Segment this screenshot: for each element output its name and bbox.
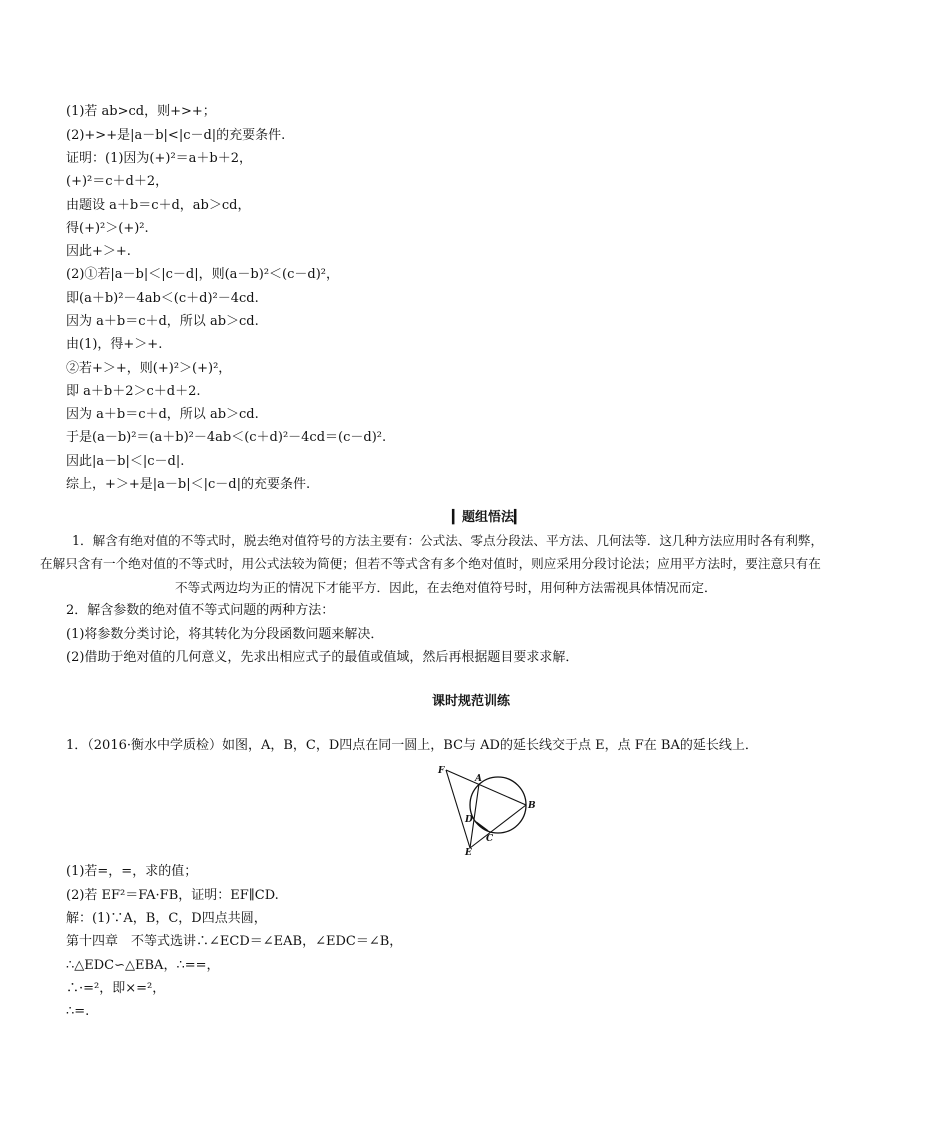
solution-line: ∴·=²，即×=²， (66, 981, 166, 996)
proof-line: 因为 a＋b＝c＋d，所以 ab＞cd. (66, 407, 259, 422)
proof-line: 由(1)，得+＞+. (66, 337, 163, 352)
circle-diagram (432, 762, 542, 858)
solution-line: 第十四章 不等式选讲∴∠ECD＝∠EAB，∠EDC＝∠B， (66, 934, 403, 949)
proof-line: 于是(a－b)²＝(a＋b)²－4ab＜(c＋d)²－4cd＝(c－d)². (66, 430, 387, 445)
line-be (470, 805, 526, 848)
proof-line: 因此|a－b|＜|c－d|. (66, 454, 185, 469)
proof-line: 由题设 a＋b＝c＋d，ab＞cd， (66, 198, 251, 213)
proof-line: 综上，+＞+是|a－b|＜|c－d|的充要条件. (66, 477, 311, 492)
label-e: E (465, 848, 472, 858)
section-title: 课时规范训练 (432, 694, 511, 709)
method-paragraph-1: 1．解含有绝对值的不等式时，脱去绝对值符号的方法主要有：公式法、零点分段法、平方法、几何法等．这几种方法应用时各有利弊， (72, 533, 824, 548)
label-f: F (438, 766, 445, 776)
method-item: (1)将参数分类讨论，将其转化为分段函数问题来解决． (66, 627, 384, 642)
proof-line: (2)+>+是|a－b|<|c－d|的充要条件. (66, 128, 286, 143)
proof-line: 证明：(1)因为(+)²＝a＋b＋2， (66, 151, 253, 166)
geometry-figure (432, 762, 542, 858)
solution-line: 解：(1)∵A，B，C，D四点共圆， (66, 911, 267, 926)
proof-line: (+)²＝c＋d＋2， (66, 174, 169, 189)
method-paragraph-1: 在解只含有一个绝对值的不等式时，用公式法较为简便；但若不等式含有多个绝对值时，则应采用分段讨论法；应用平方法时，要注意只有在 (40, 556, 821, 571)
solution-line: ∴△EDC∽△EBA，∴==， (66, 958, 220, 973)
proof-line: ②若+＞+，则(+)²＞(+)²， (66, 361, 232, 376)
label-d: D (465, 815, 473, 825)
proof-line: 因此+＞+. (66, 244, 131, 259)
label-b: B (528, 801, 536, 811)
proof-line: 即(a＋b)²－4ab＜(c＋d)²－4cd. (66, 291, 259, 306)
proof-line: 得(+)²＞(+)². (66, 221, 149, 236)
method-paragraph-2: 2．解含参数的绝对值不等式问题的两种方法： (66, 603, 335, 618)
proof-line: 因为 a＋b＝c＋d，所以 ab＞cd. (66, 314, 259, 329)
method-paragraph-1: 不等式两边均为正的情况下才能平方．因此，在去绝对值符号时，用何种方法需视具体情况而定． (175, 580, 717, 595)
method-heading: ▎题组悟法▎ (452, 510, 524, 525)
sub-question: (2)若 EF²＝FA·FB，证明：EF∥CD. (66, 888, 279, 903)
proof-line: (1)若 ab>cd，则+>+； (66, 104, 216, 119)
chord-dc (476, 822, 488, 831)
line-fe (446, 770, 470, 848)
sub-question: (1)若=，=，求的值； (66, 864, 198, 879)
solution-line: ∴=. (66, 1004, 90, 1019)
label-c: C (486, 834, 494, 844)
proof-line: 即 a＋b＋2＞c＋d＋2. (66, 384, 201, 399)
label-a: A (475, 774, 482, 784)
line-fb (446, 770, 526, 805)
method-item: (2)借助于绝对值的几何意义，先求出相应式子的最值或值域，然后再根据题目要求求解． (66, 650, 579, 665)
exercise-question: 1．（2016·衡水中学质检）如图，A，B，C，D四点在同一圆上，BC与 AD的延长线交于点 E，点 F在 BA的延长线上． (66, 738, 758, 753)
proof-line: (2)①若|a－b|＜|c－d|，则(a－b)²＜(c－d)²， (66, 267, 339, 282)
